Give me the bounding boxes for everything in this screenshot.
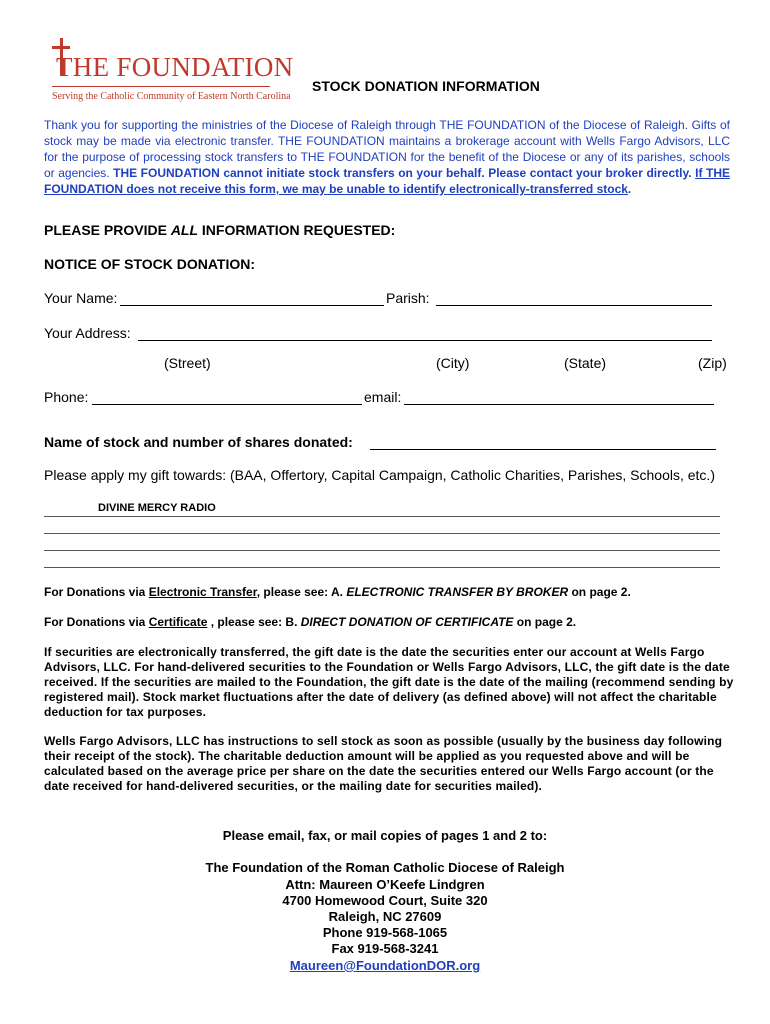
electronic-pre: For Donations via bbox=[44, 585, 149, 599]
street-caption: (Street) bbox=[164, 355, 211, 371]
email-field[interactable] bbox=[404, 404, 714, 405]
state-caption: (State) bbox=[564, 355, 607, 371]
email-label: email: bbox=[364, 389, 402, 405]
address-field[interactable] bbox=[138, 340, 712, 341]
gift-designation-value[interactable]: DIVINE MERCY RADIO bbox=[98, 502, 216, 514]
logo-tagline: Serving the Catholic Community of Eastern North Carolina bbox=[52, 91, 291, 102]
intro-paragraph bbox=[44, 117, 730, 197]
gift-line bbox=[44, 550, 720, 551]
certificate-mid: , please see: B. bbox=[207, 615, 301, 629]
intro-bold: THE FOUNDATION cannot initiate stock transfers on your behalf. Please contact your broker directly. bbox=[113, 166, 696, 180]
logo-cross-bar bbox=[52, 46, 70, 49]
contact-street: 4700 Homewood Court, Suite 320 bbox=[282, 893, 488, 908]
phone-field[interactable] bbox=[92, 404, 362, 405]
heading-post: INFORMATION REQUESTED: bbox=[198, 222, 396, 238]
intro-text: Thank you for supporting the ministries of the Diocese of Raleigh through THE FOUNDATION of the Diocese of Raleigh. Gifts of stock may be made via electronic transfer. THE FOUNDATION maintains a brokerage account with Wells Fargo Advisors, LLC for the purpose of processing stock transfers to THE FOUNDATION for the benefit of the Diocese or any of its parishes, schools or agencies. bbox=[44, 118, 730, 180]
electronic-transfer-note bbox=[44, 585, 734, 600]
notice-heading: NOTICE OF STOCK DONATION: bbox=[44, 256, 256, 272]
certificate-term: Certificate bbox=[148, 615, 208, 629]
parish-label: Parish: bbox=[386, 290, 430, 306]
contact-city: Raleigh, NC 27609 bbox=[328, 909, 442, 924]
electronic-mid: , please see: A. bbox=[256, 585, 347, 599]
intro-end: . bbox=[627, 182, 632, 196]
gift-line bbox=[44, 516, 720, 517]
contact-org: The Foundation of the Roman Catholic Diocese of Raleigh bbox=[205, 860, 565, 875]
provide-all-heading bbox=[44, 222, 395, 238]
contact-phone: Phone 919-568-1065 bbox=[322, 925, 448, 940]
gift-line bbox=[44, 567, 720, 568]
heading-pre: PLEASE PROVIDE bbox=[44, 222, 171, 238]
zip-caption: (Zip) bbox=[698, 355, 727, 371]
intro-bold-underline: If THE FOUNDATION does not receive this form, we may be unable to identify electronically-transferred stock bbox=[44, 166, 731, 196]
contact-fax: Fax 919-568-3241 bbox=[331, 941, 439, 956]
gift-designation-text: Please apply my gift towards: (BAA, Offertory, Capital Campaign, Catholic Charities, Parishes, Schools, etc.) bbox=[44, 467, 715, 483]
phone-label: Phone: bbox=[44, 389, 89, 405]
certificate-post: on page 2. bbox=[513, 615, 577, 629]
certificate-pre: For Donations via bbox=[44, 615, 149, 629]
wells-fargo-paragraph: Wells Fargo Advisors, LLC has instructions to sell stock as soon as possible (usually by the business day following their receipt of the stock). The charitable deduction amount will be applied as you requested above and will be calculated based on the average price per share on the date the securities entered our Wells Fargo account (or the date received for hand-delivered securities, or the mailing date for securities mailed). bbox=[44, 734, 723, 793]
electronic-ref: ELECTRONIC TRANSFER BY BROKER bbox=[346, 585, 569, 599]
electronic-transfer-term: Electronic Transfer bbox=[148, 585, 257, 599]
stock-label: Name of stock and number of shares donated: bbox=[44, 434, 353, 450]
name-label: Your Name: bbox=[44, 290, 118, 306]
logo-rule bbox=[52, 86, 270, 87]
name-field[interactable] bbox=[120, 305, 384, 306]
stock-field[interactable] bbox=[370, 449, 716, 450]
contact-attn: Attn: Maureen O’Keefe Lindgren bbox=[285, 877, 485, 892]
certificate-ref: DIRECT DONATION OF CERTIFICATE bbox=[300, 615, 514, 629]
address-label: Your Address: bbox=[44, 325, 131, 341]
parish-field[interactable] bbox=[436, 305, 712, 306]
city-caption: (City) bbox=[436, 355, 470, 371]
mail-instruction: Please email, fax, or mail copies of pages 1 and 2 to: bbox=[222, 828, 548, 843]
heading-em: ALL bbox=[170, 222, 199, 238]
contact-email-row bbox=[0, 958, 770, 974]
document-title: STOCK DONATION INFORMATION bbox=[312, 78, 540, 94]
contact-email-link[interactable]: Maureen@FoundationDOR.org bbox=[289, 958, 481, 973]
certificate-note bbox=[44, 615, 734, 630]
electronic-post: on page 2. bbox=[568, 585, 631, 599]
gift-line bbox=[44, 533, 720, 534]
logo-name: THE FOUNDATION bbox=[56, 52, 294, 82]
gift-date-paragraph: If securities are electronically transferred, the gift date is the date the securities enter our account at Wells Fargo Advisors, LLC. For hand-delivered securities to the Foundation or Wells Fargo Advisors, LLC, the gift date is the date received. If the securities are mailed to the Foundation, the gift date is the date of the mailing (recommend sending by registered mail). Stock market fluctuations after the date of delivery (as defined above) will not affect the charitable deduction for tax purposes. bbox=[44, 645, 734, 719]
